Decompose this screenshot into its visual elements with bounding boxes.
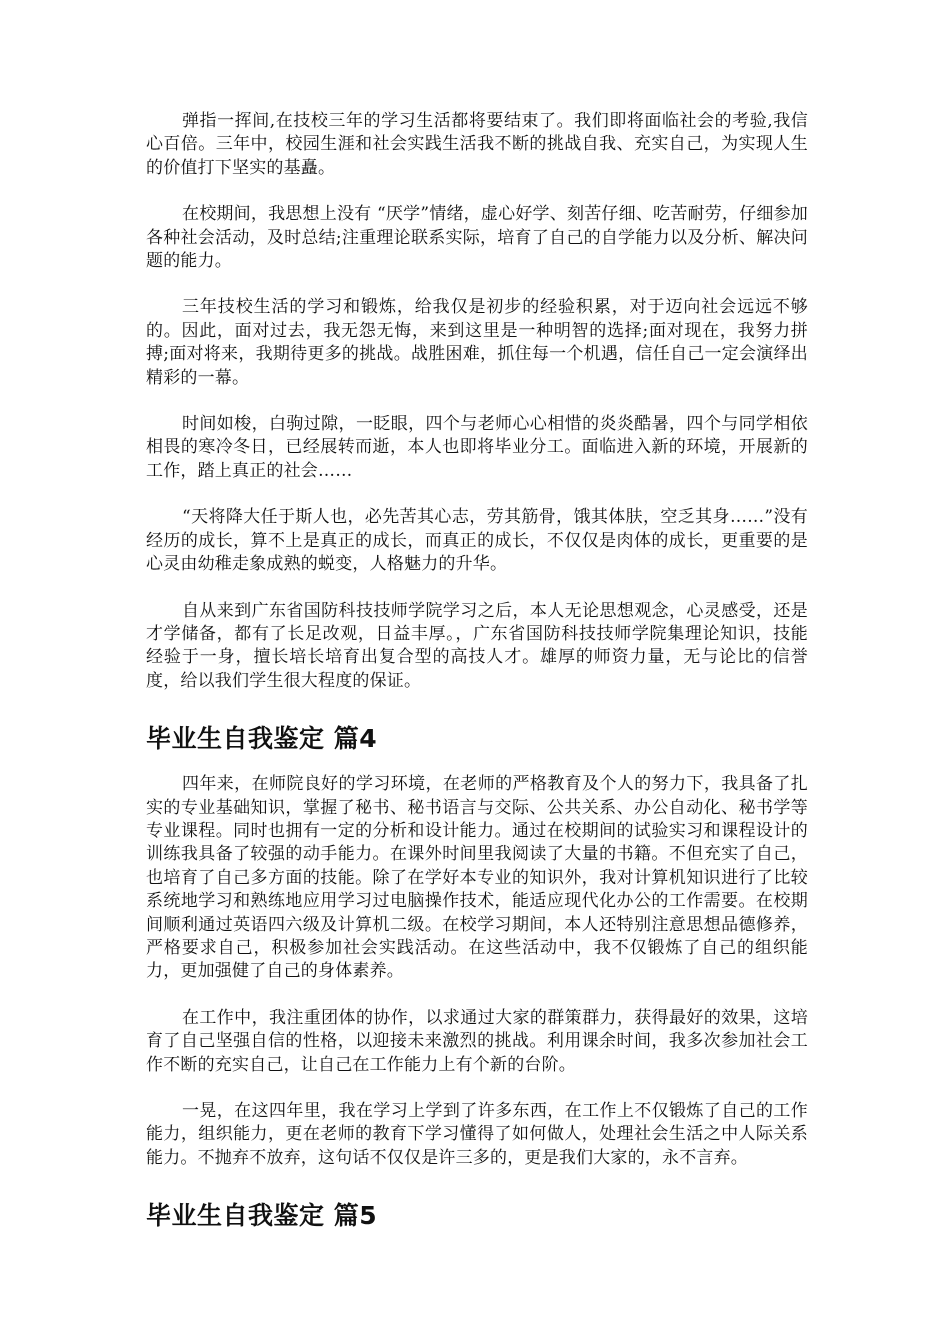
document-page	[146, 110, 808, 1250]
paragraph: 在工作中，我注重团体的协作，以求通过大家的群策群力，获得最好的效果，这培育了自己坚强自信的性格，以迎接未来激烈的挑战。利用课余时间，我多次参加社会工作不断的充实自己，让自己在工作能力上有个新的台阶。	[146, 1007, 808, 1075]
paragraph: 四年来，在师院良好的学习环境，在老师的严格教育及个人的努力下，我具备了扎实的专业基础知识，掌握了秘书、秘书语言与交际、公共关系、办公自动化、秘书学等专业课程。同时也拥有一定的分析和设计能力。通过在校期间的试验实习和课程设计的训练我具备了较强的动手能力。在课外时间里我阅读了大量的书籍。不但充实了自己，也培育了自己多方面的技能。除了在学好本专业的知识外，我对计算机知识进行了比较系统地学习和熟练地应用学习过电脑操作技术，能适应现代化办公的工作需要。在校期间顺利通过英语四六级及计算机二级。在校学习期间，本人还特别注意思想品德修养，严格要求自己，积极参加社会实践活动。在这些活动中，我不仅锻炼了自己的组织能力，更加强健了自己的身体素养。	[146, 774, 808, 982]
paragraph: 弹指一挥间,在技校三年的学习生活都将要结束了。我们即将面临社会的考验,我信心百倍。三年中，校园生涯和社会实践生活我不断的挑战自我、充实自己，为实现人生的价值打下坚实的基矗。	[146, 111, 808, 178]
section-heading-4: 毕业生自我鉴定 篇4	[146, 724, 378, 754]
paragraph: 一晃，在这四年里，我在学习上学到了许多东西，在工作上不仅锻炼了自己的工作能力，组织能力，更在老师的教育下学习懂得了如何做人，处理社会生活之中人际关系能力。不抛弃不放弃，这句话不仅仅是许三多的，更是我们大家的，永不言弃。	[146, 1101, 808, 1168]
paragraph: 时间如梭，白驹过隙，一眨眼，四个与老师心心相惜的炎炎酷暑，四个与同学相依相畏的寒冷冬日，已经展转而逝，本人也即将毕业分工。面临进入新的环境，开展新的工作，踏上真正的社会……	[146, 414, 808, 481]
paragraph: “天将降大任于斯人也，必先苦其心志，劳其筋骨，饿其体肤，空乏其身……”没有经历的成长，算不上是真正的成长，而真正的成长，不仅仅是肉体的成长，更重要的是心灵由幼稚走象成熟的蜕变，人格魅力的升华。	[146, 507, 808, 575]
section-heading-5: 毕业生自我鉴定 篇5	[146, 1201, 378, 1231]
paragraph: 三年技校生活的学习和锻炼，给我仅是初步的经验积累，对于迈向社会远远不够的。因此，面对过去，我无怨无悔，来到这里是一种明智的选择;面对现在，我努力拼搏;面对将来，我期待更多的挑战。战胜困难，抓住每一个机遇，信任自己一定会演绎出精彩的一幕。	[146, 297, 808, 388]
paragraph: 在校期间，我思想上没有 “厌学”情绪，虚心好学、刻苦仔细、吃苦耐劳，仔细参加各种社会活动，及时总结;注重理论联系实际，培育了自己的自学能力以及分析、解决问题的能力。	[146, 204, 808, 272]
paragraph: 自从来到广东省国防科技技师学院学习之后，本人无论思想观念，心灵感受，还是才学储备，都有了长足改观，日益丰厚。，广东省国防科技技师学院集理论知识，技能经验于一身，擅长培长培育出复合型的高技人才。雄厚的师资力量，无与论比的信誉度，给以我们学生很大程度的保证。	[146, 600, 808, 691]
